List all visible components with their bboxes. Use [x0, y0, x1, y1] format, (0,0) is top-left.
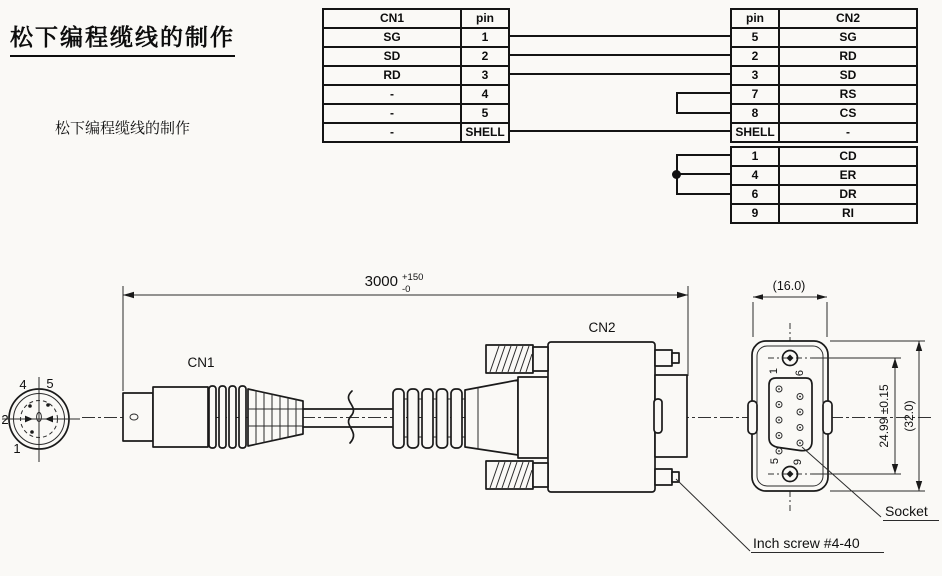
signal-cell: -	[779, 123, 917, 142]
signal-cell: -	[323, 123, 461, 142]
cn1-row-2	[323, 47, 509, 66]
wire-sd-rd	[510, 54, 730, 56]
pin-cell: 7	[731, 85, 779, 104]
pin-cell: 3	[461, 66, 509, 85]
cn1-header-row	[323, 9, 509, 28]
signal-cell: RS	[779, 85, 917, 104]
din-pin2-label: 2	[1, 412, 9, 427]
dsub-insert-outline	[769, 378, 812, 451]
cn1-row-4	[323, 85, 509, 104]
signal-cell: SG	[779, 28, 917, 47]
signal-cell: RI	[779, 204, 917, 223]
cn2-row-ri	[731, 204, 917, 223]
signal-cell: DR	[779, 185, 917, 204]
signal-cell: SG	[323, 28, 461, 47]
dsub-face-view	[748, 323, 832, 512]
cn1-header-cell: CN1	[323, 9, 461, 28]
wire-rd-sd	[510, 73, 730, 75]
pin-cell: 5	[461, 104, 509, 123]
pin-cell: 2	[731, 47, 779, 66]
cn2-row-cd	[731, 147, 917, 166]
pin-cell: 4	[731, 166, 779, 185]
cn2-row-shell	[731, 123, 917, 142]
pin-cell: 2	[461, 47, 509, 66]
cn2-row-rd	[731, 47, 917, 66]
wire-sg	[510, 35, 730, 37]
cn2-header-cell: CN2	[779, 9, 917, 28]
length-dim-tol-minus: -0	[402, 284, 411, 295]
pin-header-cell: pin	[731, 9, 779, 28]
jumper-junction-dot	[672, 170, 681, 179]
cn1-row-5	[323, 104, 509, 123]
pin-cell: 6	[731, 185, 779, 204]
signal-cell: -	[323, 85, 461, 104]
screw-post-bottom	[655, 469, 672, 485]
din-pin5-label: 5	[46, 376, 54, 391]
cn2-label: CN2	[588, 320, 616, 335]
socket-label: Socket	[885, 503, 928, 519]
dsub-pin1-label: 1	[768, 367, 780, 375]
height-dim-text: (32.0)	[902, 400, 916, 432]
page-title: 松下编程缆线的制作	[10, 19, 235, 57]
width-dim-text: (16.0)	[772, 279, 806, 293]
jumper-er-stub	[676, 173, 730, 175]
cn2-row-sd	[731, 66, 917, 85]
cn1-row-1	[323, 28, 509, 47]
dsub-pin5-label: 5	[769, 457, 781, 465]
pin-cell: 3	[731, 66, 779, 85]
signal-cell: ER	[779, 166, 917, 185]
din-pin1-label: 1	[13, 441, 21, 456]
mini-din-face-view	[1, 376, 80, 462]
screw-spacing-dim-text: 24.99 ±0.15	[877, 384, 891, 448]
cn1-row-shell	[323, 123, 509, 142]
cn2-row-rs	[731, 85, 917, 104]
inch-screw-label: Inch screw #4-40	[753, 535, 860, 551]
cn1-connector-side-view	[123, 355, 303, 448]
screw-post-top	[655, 350, 672, 366]
pin-cell: 1	[731, 147, 779, 166]
pin-cell: 9	[731, 204, 779, 223]
cn1-wiring-table	[322, 8, 510, 143]
cn1-row-3	[323, 66, 509, 85]
cn2-header-row	[731, 9, 917, 28]
wire-shell	[510, 130, 730, 132]
din-pin4-label: 4	[19, 377, 27, 392]
cn2-row-sg	[731, 28, 917, 47]
pin-cell: SHELL	[731, 123, 779, 142]
cn2-connector-side-view	[393, 320, 687, 492]
length-dim-tol-plus: +150	[402, 272, 424, 283]
pin-cell: 5	[731, 28, 779, 47]
signal-cell: -	[323, 104, 461, 123]
cn2-wiring-table-lower	[730, 146, 918, 224]
pin-header-cell: pin	[461, 9, 509, 28]
dsub-pin6-label: 6	[794, 369, 806, 377]
length-dim-value: 3000	[364, 273, 398, 290]
jumper-rs-cs	[676, 92, 730, 114]
pin-cell: 1	[461, 28, 509, 47]
cn2-row-er	[731, 166, 917, 185]
cn2-wiring-table-upper	[730, 8, 918, 143]
dsub-pin9-label: 9	[792, 458, 804, 466]
signal-cell: RD	[779, 47, 917, 66]
signal-cell: SD	[779, 66, 917, 85]
pin-cell: 8	[731, 104, 779, 123]
cn2-row-cs	[731, 104, 917, 123]
pin-cell: 4	[461, 85, 509, 104]
signal-cell: CS	[779, 104, 917, 123]
signal-cell: SD	[323, 47, 461, 66]
pin-cell: SHELL	[461, 123, 509, 142]
page-subtitle: 松下编程缆线的制作	[55, 120, 191, 137]
signal-cell: RD	[323, 66, 461, 85]
cn1-label: CN1	[187, 355, 215, 370]
signal-cell: CD	[779, 147, 917, 166]
cn2-row-dr	[731, 185, 917, 204]
